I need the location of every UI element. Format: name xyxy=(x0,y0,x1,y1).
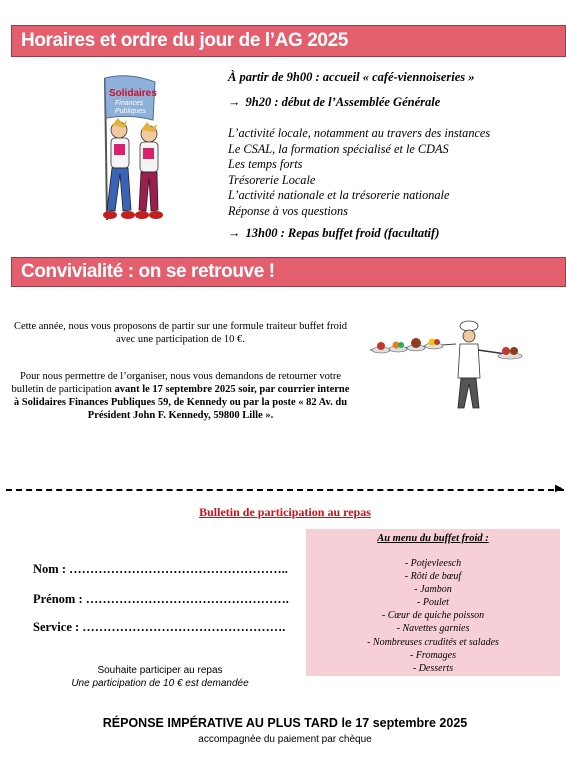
answer-prefix: RÉPONSE IMPÉRATIVE AU PLUS TARD xyxy=(102,716,338,730)
agenda-item: L’activité locale, notamment au travers des instances xyxy=(228,126,491,140)
menu-item: - Potjevleesch xyxy=(404,558,462,569)
menu-item: - Nombreuses crudités et salades xyxy=(367,636,499,648)
agenda-item: Trésorerie Locale xyxy=(228,172,316,187)
agenda-list xyxy=(228,126,490,220)
menu-item: - Cœur de quiche poisson xyxy=(381,610,485,622)
menu-item: - Poulet xyxy=(417,597,449,609)
arrow-icon: → xyxy=(228,226,241,240)
agenda-item: Les temps forts xyxy=(228,157,303,172)
form-title: Bulletin de participation au repas xyxy=(199,505,371,519)
menu-item: - Navettes garnies xyxy=(396,623,470,635)
menu-item: - Desserts xyxy=(412,662,454,674)
cut-arrow-icon: ▶ xyxy=(555,483,563,494)
logo-text-publiques: Publiques xyxy=(115,108,146,115)
menu-list xyxy=(306,557,560,675)
schedule-debut xyxy=(228,95,440,110)
menu-title: Au menu du buffet froid : xyxy=(377,533,489,544)
convivialite-deadline: avant le 17 septembre 2025 soir, par courrier interne à Solidaires Finances Publiques 59, de Kennedy ou par la poste « 82 Av. du Président John F. Kennedy, 59800 Lille ». xyxy=(13,384,350,421)
wish-participation: Une participation de 10 € est demandée xyxy=(71,678,249,689)
answer-date: le 17 septembre 2025 xyxy=(341,716,468,730)
schedule-debut-text: 9h20 : début de l’Assemblée Générale xyxy=(245,95,441,109)
buffet-chef-illustration xyxy=(366,320,526,420)
section-title-horaires: Horaires et ordre du jour de l’AG 2025 xyxy=(11,25,566,57)
payment-note: accompagnée du paiement par chèque xyxy=(198,734,372,745)
answer-deadline xyxy=(40,716,530,730)
field-nom[interactable]: Nom : …………………………………………….. xyxy=(33,562,288,576)
convivialite-paragraph-2 xyxy=(8,370,353,422)
menu-item: - Rôti de bœuf xyxy=(404,571,462,583)
schedule-repas xyxy=(228,226,439,241)
menu-item: - Fromages xyxy=(409,649,456,661)
arrow-icon: → xyxy=(228,95,241,109)
convivialite-intro: Pour nous permettre de l’organiser, nous vous demandons de retourner votre bulletin de participation xyxy=(11,371,341,395)
logo-text-solidaires: Solidaires xyxy=(109,88,157,99)
dashed-cut-line xyxy=(6,489,564,491)
menu-box xyxy=(306,529,560,676)
agenda-item: Réponse à vos questions xyxy=(228,203,348,218)
wish-line: Souhaite participer au repas xyxy=(97,665,223,676)
logo-text-finances: Finances xyxy=(115,100,144,107)
mascots-flag-illustration xyxy=(85,70,185,230)
schedule-accueil: À partir de 9h00 : accueil « café-viennoiseries » xyxy=(228,70,475,84)
menu-item: - Jambon xyxy=(414,584,452,596)
agenda-item: L’activité nationale et la trésorerie nationale xyxy=(228,188,450,203)
wish-text xyxy=(60,664,260,690)
convivialite-paragraph-1: Cette année, nous vous proposons de partir sur une formule traiteur buffet froid avec une participation de 10 €. xyxy=(13,321,348,345)
field-service[interactable]: Service : …………………………………………. xyxy=(33,620,286,634)
field-prenom[interactable]: Prénom : …………………………………………. xyxy=(33,592,289,606)
schedule-repas-text: 13h00 : Repas buffet froid (facultatif) xyxy=(245,226,440,240)
section-title-convivialite: Convivialité : on se retrouve ! xyxy=(11,257,566,287)
agenda-item: Le CSAL, la formation spécialisé et le CDAS xyxy=(228,141,449,156)
